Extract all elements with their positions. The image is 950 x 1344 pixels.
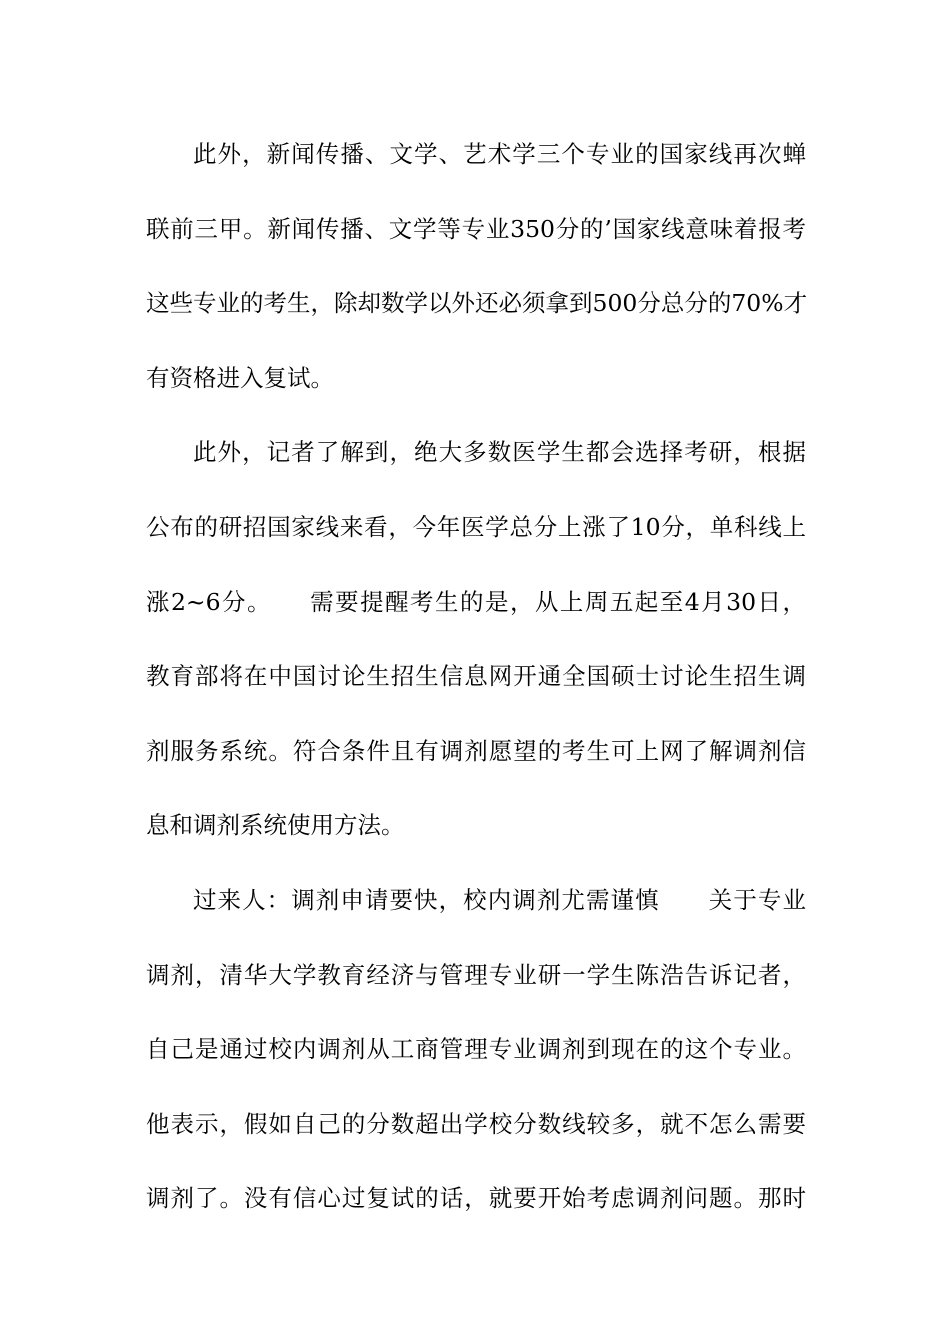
text-line: 这些专业的考生，除却数学以外还必须拿到500分总分的70%才 bbox=[146, 289, 808, 318]
text-line: 联前三甲。新闻传播、文学等专业350分的’国家线意味着报考 bbox=[146, 214, 806, 243]
text-line: 涨2~6分。 需要提醒考生的是，从上周五起至4月30日， bbox=[146, 587, 806, 616]
text-line: 息和调剂系统使用方法。 bbox=[146, 811, 405, 840]
text-line: 他表示，假如自己的分数超出学校分数线较多，就不怎么需要 bbox=[146, 1109, 806, 1138]
text-line: 有资格进入复试。 bbox=[146, 363, 334, 392]
article-body bbox=[146, 131, 806, 1250]
text-line: 过来人：调剂申请要快，校内调剂尤需谨慎 关于专业 bbox=[193, 885, 806, 914]
text-line: 此外，记者了解到，绝大多数医学生都会选择考研，根据 bbox=[193, 438, 806, 467]
text-line: 自己是通过校内调剂从工商管理专业调剂到现在的这个专业。 bbox=[146, 1035, 806, 1064]
text-line: 此外，新闻传播、文学、艺术学三个专业的国家线再次蝉 bbox=[193, 140, 806, 168]
text-line: 剂服务系统。符合条件且有调剂愿望的考生可上网了解调剂信 bbox=[146, 736, 806, 765]
text-line: 调剂，清华大学教育经济与管理专业研一学生陈浩告诉记者， bbox=[146, 960, 806, 989]
text-line: 公布的研招国家线来看，今年医学总分上涨了10分，单科线上 bbox=[146, 512, 806, 541]
text-line: 教育部将在中国讨论生招生信息网开通全国硕士讨论生招生调 bbox=[146, 662, 806, 691]
text-line: 调剂了。没有信心过复试的话，就要开始考虑调剂问题。那时 bbox=[146, 1184, 806, 1213]
